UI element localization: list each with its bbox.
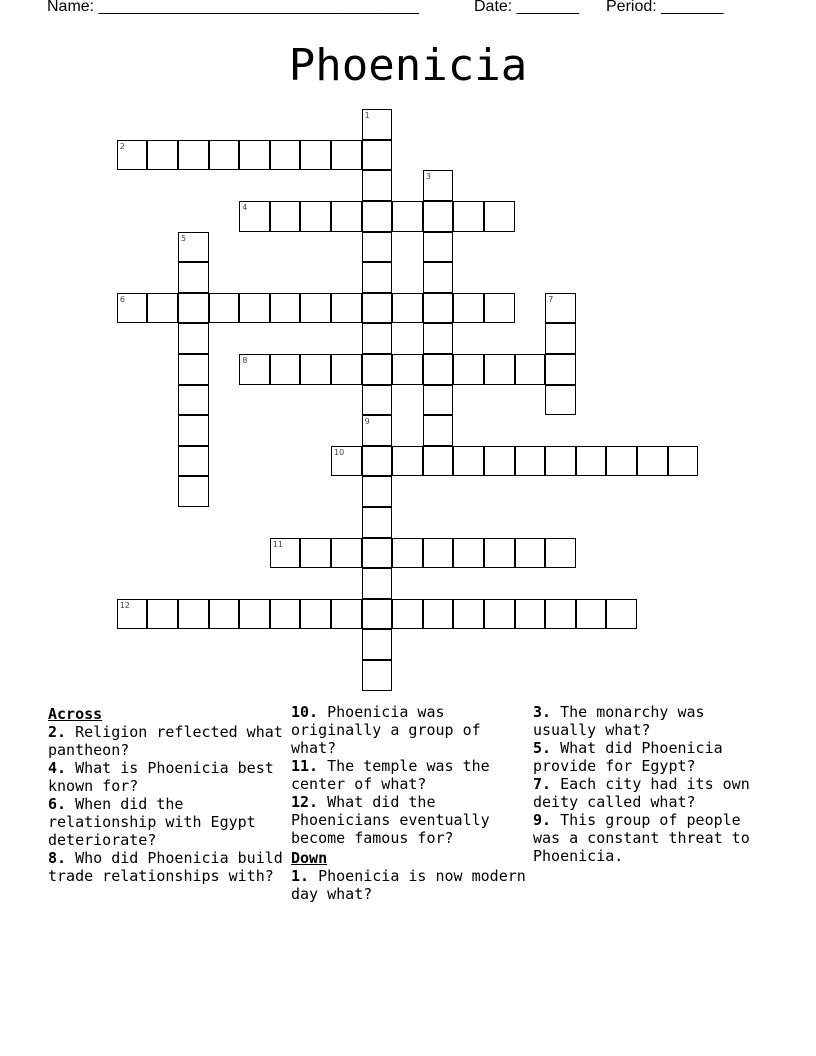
- grid-cell[interactable]: [484, 446, 515, 477]
- grid-cell[interactable]: [545, 385, 576, 416]
- grid-cell[interactable]: [484, 201, 515, 232]
- grid-cell[interactable]: [423, 232, 454, 263]
- grid-cell[interactable]: [423, 415, 454, 446]
- grid-cell[interactable]: [270, 354, 301, 385]
- grid-cell[interactable]: [270, 140, 301, 171]
- grid-cell[interactable]: [606, 599, 637, 630]
- grid-cell[interactable]: [178, 354, 209, 385]
- grid-cell[interactable]: [392, 599, 423, 630]
- grid-cell[interactable]: [300, 140, 331, 171]
- cell-number: 3: [425, 172, 431, 182]
- cell-number: 5: [181, 233, 187, 243]
- grid-cell[interactable]: [515, 446, 546, 477]
- grid-cell[interactable]: [178, 232, 209, 263]
- cell-number: 2: [119, 141, 125, 151]
- period-field-label: Period: _______: [606, 0, 724, 15]
- cell-number: 8: [242, 356, 248, 366]
- cell-number: 11: [272, 539, 284, 549]
- grid-cell[interactable]: [362, 538, 393, 569]
- grid-cell[interactable]: [117, 293, 148, 324]
- page-title: Phoenicia: [288, 40, 528, 91]
- grid-cell[interactable]: [300, 599, 331, 630]
- grid-cell[interactable]: [362, 476, 393, 507]
- grid-cell[interactable]: [606, 446, 637, 477]
- grid-cell[interactable]: [300, 293, 331, 324]
- grid-cell[interactable]: [515, 538, 546, 569]
- grid-cell[interactable]: [331, 140, 362, 171]
- grid-cell[interactable]: [392, 354, 423, 385]
- grid-cell[interactable]: [515, 354, 546, 385]
- grid-cell[interactable]: [270, 538, 301, 569]
- grid-cell[interactable]: [178, 385, 209, 416]
- grid-cell[interactable]: [668, 446, 699, 477]
- grid-cell[interactable]: [423, 354, 454, 385]
- grid-cell[interactable]: [178, 323, 209, 354]
- grid-cell[interactable]: [545, 538, 576, 569]
- grid-cell[interactable]: [576, 446, 607, 477]
- grid-cell[interactable]: [331, 354, 362, 385]
- grid-cell[interactable]: [239, 140, 270, 171]
- grid-cell[interactable]: [362, 415, 393, 446]
- clues-column-3: [533, 703, 773, 865]
- grid-cell[interactable]: [239, 599, 270, 630]
- grid-cell[interactable]: [392, 293, 423, 324]
- across-clue-4: 4. What is Phoenicia best known for?: [48, 759, 274, 795]
- grid-cell[interactable]: [362, 660, 393, 691]
- down-clue-3: 3. The monarchy was usually what?: [533, 703, 705, 739]
- grid-cell[interactable]: [209, 293, 240, 324]
- date-field-label: Date: _______: [474, 0, 579, 15]
- cell-number: 12: [119, 600, 131, 610]
- grid-cell[interactable]: [484, 354, 515, 385]
- grid-cell[interactable]: [117, 140, 148, 171]
- cell-number: 1: [364, 111, 370, 121]
- grid-cell[interactable]: [576, 599, 607, 630]
- grid-cell[interactable]: [178, 262, 209, 293]
- clues-column-1: [48, 703, 283, 885]
- across-clue-2: 2. Religion reflected what pantheon?: [48, 723, 283, 759]
- down-clue-1: 1. Phoenicia is now modern day what?: [291, 867, 526, 903]
- grid-cell[interactable]: [270, 201, 301, 232]
- name-field-label: Name: ____________________________________: [47, 0, 419, 15]
- grid-cell[interactable]: [484, 599, 515, 630]
- grid-cell[interactable]: [362, 446, 393, 477]
- grid-cell[interactable]: [453, 446, 484, 477]
- grid-cell[interactable]: [362, 599, 393, 630]
- grid-cell[interactable]: [392, 538, 423, 569]
- grid-cell[interactable]: [331, 599, 362, 630]
- grid-cell[interactable]: [453, 293, 484, 324]
- grid-cell[interactable]: [239, 293, 270, 324]
- cell-number: 7: [548, 294, 554, 304]
- grid-cell[interactable]: [545, 446, 576, 477]
- grid-cell[interactable]: [362, 354, 393, 385]
- grid-cell[interactable]: [453, 538, 484, 569]
- down-heading: Down: [291, 849, 328, 867]
- grid-cell[interactable]: [362, 568, 393, 599]
- grid-cell[interactable]: [209, 599, 240, 630]
- grid-cell[interactable]: [423, 201, 454, 232]
- grid-cell[interactable]: [270, 293, 301, 324]
- grid-cell[interactable]: [178, 476, 209, 507]
- grid-cell[interactable]: [423, 293, 454, 324]
- grid-cell[interactable]: [484, 538, 515, 569]
- grid-cell[interactable]: [331, 201, 362, 232]
- grid-cell[interactable]: [423, 262, 454, 293]
- across-clue-11: 11. The temple was the center of what?: [291, 757, 490, 793]
- grid-cell[interactable]: [362, 262, 393, 293]
- grid-cell[interactable]: [423, 538, 454, 569]
- grid-cell[interactable]: [392, 446, 423, 477]
- grid-cell[interactable]: [300, 201, 331, 232]
- grid-cell[interactable]: [545, 323, 576, 354]
- grid-cell[interactable]: [362, 109, 393, 140]
- grid-cell[interactable]: [423, 323, 454, 354]
- grid-cell[interactable]: [545, 293, 576, 324]
- grid-cell[interactable]: [178, 446, 209, 477]
- grid-cell[interactable]: [239, 201, 270, 232]
- grid-cell[interactable]: [362, 385, 393, 416]
- grid-cell[interactable]: [331, 293, 362, 324]
- grid-cell[interactable]: [545, 599, 576, 630]
- grid-cell[interactable]: [362, 170, 393, 201]
- grid-cell[interactable]: [178, 599, 209, 630]
- grid-cell[interactable]: [423, 170, 454, 201]
- grid-cell[interactable]: [147, 599, 178, 630]
- grid-cell[interactable]: [209, 140, 240, 171]
- grid-cell[interactable]: [423, 446, 454, 477]
- grid-cell[interactable]: [239, 354, 270, 385]
- grid-cell[interactable]: [362, 323, 393, 354]
- grid-cell[interactable]: [270, 599, 301, 630]
- grid-cell[interactable]: [300, 354, 331, 385]
- across-heading: Across: [48, 705, 103, 723]
- grid-cell[interactable]: [362, 507, 393, 538]
- cell-number: 10: [334, 447, 345, 457]
- grid-cell[interactable]: [545, 354, 576, 385]
- grid-cell[interactable]: [484, 293, 515, 324]
- cell-number: 9: [364, 417, 370, 427]
- cell-number: 6: [119, 294, 125, 304]
- down-clue-7: 7. Each city had its own deity called what?: [533, 775, 750, 811]
- grid-cell[interactable]: [362, 140, 393, 171]
- grid-cell[interactable]: [147, 293, 178, 324]
- grid-cell[interactable]: [362, 629, 393, 660]
- grid-cell[interactable]: [178, 293, 209, 324]
- across-clue-8: 8. Who did Phoenicia build trade relationships with?: [48, 849, 283, 885]
- grid-cell[interactable]: [331, 446, 362, 477]
- grid-cell[interactable]: [515, 599, 546, 630]
- grid-cell[interactable]: [331, 538, 362, 569]
- grid-cell[interactable]: [453, 599, 484, 630]
- grid-cell[interactable]: [178, 140, 209, 171]
- grid-cell[interactable]: [423, 385, 454, 416]
- grid-cell[interactable]: [637, 446, 668, 477]
- grid-cell[interactable]: [117, 599, 148, 630]
- cell-number: 4: [242, 203, 248, 213]
- grid-cell[interactable]: [453, 354, 484, 385]
- grid-cell[interactable]: [300, 538, 331, 569]
- grid-cell[interactable]: [178, 415, 209, 446]
- clues-column-2: [291, 703, 526, 903]
- grid-cell[interactable]: [362, 232, 393, 263]
- down-clue-5: 5. What did Phoenicia provide for Egypt?: [533, 739, 723, 775]
- across-clue-6: 6. When did the relationship with Egypt deteriorate?: [48, 795, 256, 849]
- grid-cell[interactable]: [362, 201, 393, 232]
- grid-cell[interactable]: [362, 293, 393, 324]
- grid-cell[interactable]: [423, 599, 454, 630]
- grid-cell[interactable]: [392, 201, 423, 232]
- down-clue-9: 9. This group of people was a constant threat to Phoenicia.: [533, 811, 750, 865]
- across-clue-12: 12. What did the Phoenicians eventually become famous for?: [291, 793, 490, 847]
- grid-cell[interactable]: [453, 201, 484, 232]
- across-clue-10: 10. Phoenicia was originally a group of what?: [291, 703, 481, 757]
- grid-cell[interactable]: [147, 140, 178, 171]
